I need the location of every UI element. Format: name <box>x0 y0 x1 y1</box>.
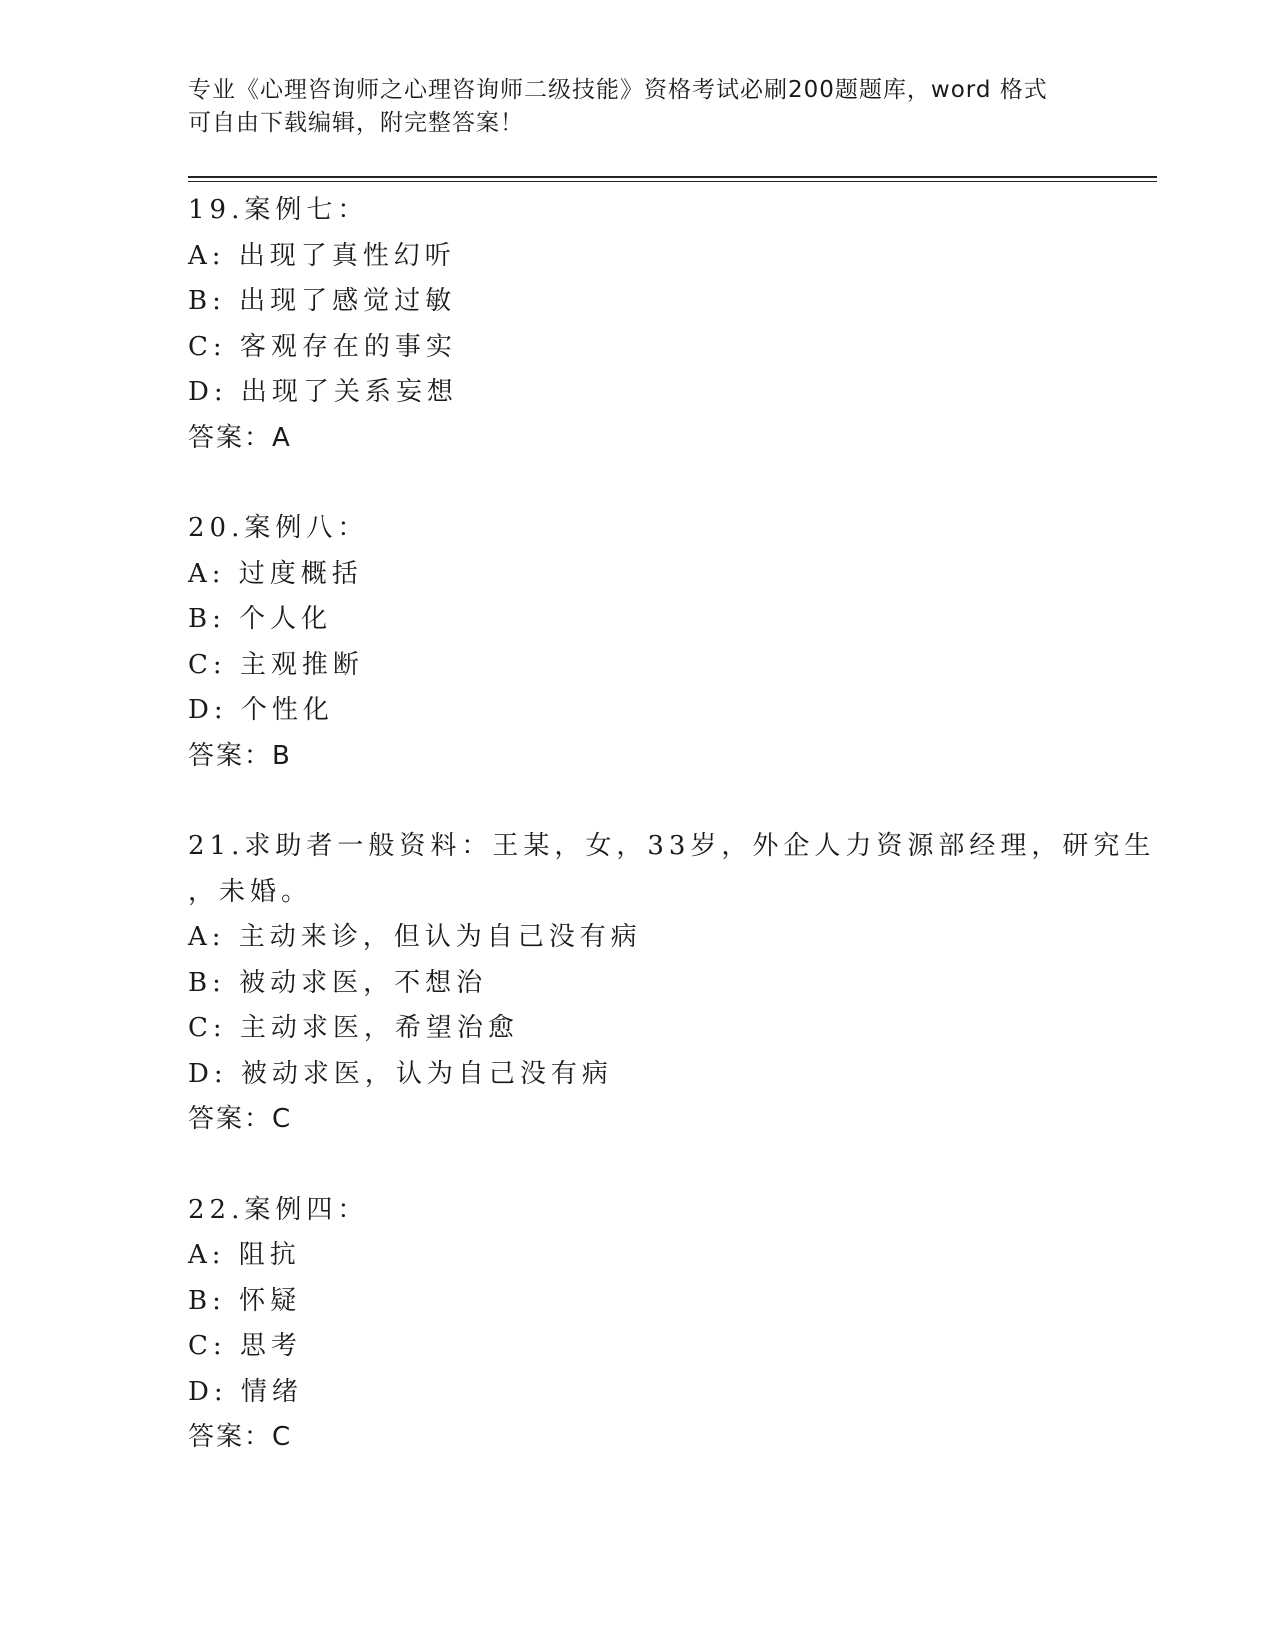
option-b: B: 出现了感觉过敏 <box>188 286 457 316</box>
question-stem: 19.案例七： <box>188 195 369 225</box>
option-c: C: 思考 <box>188 1331 302 1361</box>
question-22 <box>188 1188 1088 1461</box>
option-b: B: 个人化 <box>188 604 333 634</box>
question-19 <box>188 188 1088 461</box>
option-a: A: 过度概括 <box>188 558 363 589</box>
question-20 <box>188 506 1088 779</box>
header-divider-thin <box>188 181 1157 182</box>
document-header <box>188 74 1088 140</box>
option-d: D: 个性化 <box>188 695 334 725</box>
question-stem: 20.案例八： <box>188 513 369 543</box>
question-stem: 21.求助者一般资料：王某，女，33岁，外企人力资源部经理，研究生 <box>188 831 1156 861</box>
option-d: D: 情绪 <box>188 1376 303 1407</box>
option-d: D: 出现了关系妄想 <box>188 377 458 407</box>
option-a: A: 主动来诊，但认为自己没有病 <box>188 922 642 952</box>
option-c: C: 客观存在的事实 <box>188 331 457 362</box>
option-a: A: 出现了真性幻听 <box>188 240 456 271</box>
answer-label: 答案：B <box>188 740 292 771</box>
option-b: B: 怀疑 <box>188 1285 302 1316</box>
header-line-1: 专业《心理咨询师之心理咨询师二级技能》资格考试必刷200题题库，word 格式 <box>188 77 1048 103</box>
question-stem: 22.案例四： <box>188 1194 369 1225</box>
option-c: C: 主观推断 <box>188 649 364 680</box>
answer-label: 答案：C <box>188 1104 293 1134</box>
question-21 <box>188 824 1156 1143</box>
answer-label: 答案：A <box>188 422 292 453</box>
header-divider-thick <box>188 176 1157 178</box>
question-stem-continued: ，未婚。 <box>188 876 313 907</box>
question-list <box>188 188 1156 1506</box>
option-c: C: 主动求医，希望治愈 <box>188 1013 519 1043</box>
answer-label: 答案：C <box>188 1422 293 1452</box>
header-line-2: 可自由下载编辑，附完整答案！ <box>188 110 524 136</box>
option-d: D: 被动求医，认为自己没有病 <box>188 1058 613 1089</box>
option-a: A: 阻抗 <box>188 1240 301 1270</box>
option-b: B: 被动求医，不想治 <box>188 967 488 998</box>
